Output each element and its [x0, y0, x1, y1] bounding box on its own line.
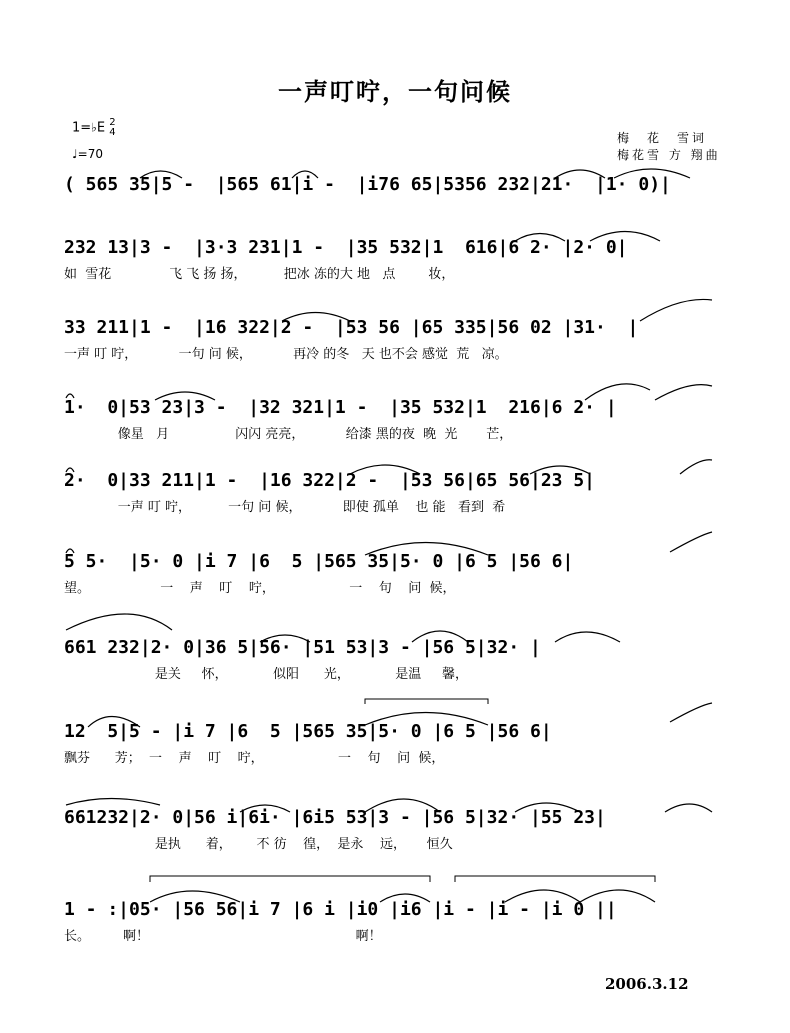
volta-bracket [150, 876, 430, 882]
time-signature [109, 118, 115, 138]
score-line [64, 233, 724, 305]
volta-bracket [455, 876, 655, 882]
note-row: 661 232|2· 0|36 5|56· |51 53|3 - |56 5|32· | [64, 637, 541, 658]
lyric-row: 一声 叮 咛， 一句 问 候， 再冷 的冬 天 也不会 感觉 荒 凉。 [64, 347, 508, 362]
score-line [64, 393, 724, 465]
note-row: 1· 0|53 23|3 - |32 321|1 - |35 532|1 216|6 2· | [64, 397, 617, 418]
score-line [64, 803, 724, 875]
lyricist-credit: 梅 花 雪词 [617, 131, 708, 145]
lyric-row: 是执 着， 不 彷 徨， 是永 远， 恒久 [64, 837, 453, 852]
time-bottom: 4 [109, 127, 116, 138]
key-base: 1= [72, 120, 92, 136]
lyric-row: 是关 怀， 似阳 光， 是温 馨， [64, 667, 468, 682]
note-row: 5 5· |5· 0 |i 7 |6 5 |565 35|5· 0 |6 5 |56 6| [64, 551, 574, 572]
time-top: 2 [109, 117, 116, 128]
note-row: 661232|2· 0|56 i|6i· |6i5 53|3 - |56 5|32· |55 23| [64, 807, 606, 828]
note-row: 33 211|1 - |16 322|2 - |53 56 |65 335|56 02 |31· | [64, 317, 639, 338]
score-line [64, 717, 724, 789]
lyric-row: 长。 啊！ 啊！ [64, 929, 382, 944]
score-line [64, 170, 724, 242]
key-note: E [96, 120, 106, 136]
tempo-marking [72, 147, 103, 161]
score-line [64, 313, 724, 385]
quarter-note-icon: ♩ [72, 147, 78, 161]
song-title: 一声叮咛，一句问候 [278, 77, 512, 106]
lyric-row: 望。 一 声 叮 咛， 一 句 问 候， [64, 581, 456, 596]
note-row: 2· 0|33 211|1 - |16 322|2 - |53 56|65 56|23 5| [64, 470, 596, 491]
tempo-value: =70 [77, 147, 103, 161]
note-row: 1 - :|05· |56 56|i 7 |6 i |i0 |i6 |i - |i - |i 0 || [64, 899, 617, 920]
score-line [64, 466, 724, 538]
key-signature [72, 118, 116, 138]
note-row: 232 13|3 - |3·3 231|1 - |35 532|1 616|6 2· |2· 0| [64, 237, 628, 258]
lyric-row: 飘芬 芳； 一 声 叮 咛， 一 句 问 候， [64, 751, 445, 766]
note-row: 12 5|5 - |i 7 |6 5 |565 35|5· 0 |6 5 |56 6| [64, 721, 552, 742]
flat-symbol: ♭ [91, 120, 97, 135]
lyric-row: 一声 叮 咛， 一句 问 候， 即使 孤单 也 能 看到 希 [64, 500, 506, 515]
date-stamp: 2006.3.12 [605, 975, 689, 993]
note-row: ( 565 35|5 - |565 61|i - |i76 65|5356 232|21· |1· 0)| [64, 174, 671, 195]
score-line [64, 547, 724, 619]
score-line [64, 633, 724, 705]
score-line [64, 895, 724, 967]
composer-credit: 梅花雪 方 翔曲 [617, 148, 721, 162]
lyric-row: 像星 月 闪闪 亮亮， 给漆 黑的夜 晚 光 芒， [64, 427, 513, 442]
lyric-row: 如 雪花 飞 飞 扬 扬， 把冰 冻的大 地 点 妆， [64, 267, 455, 282]
